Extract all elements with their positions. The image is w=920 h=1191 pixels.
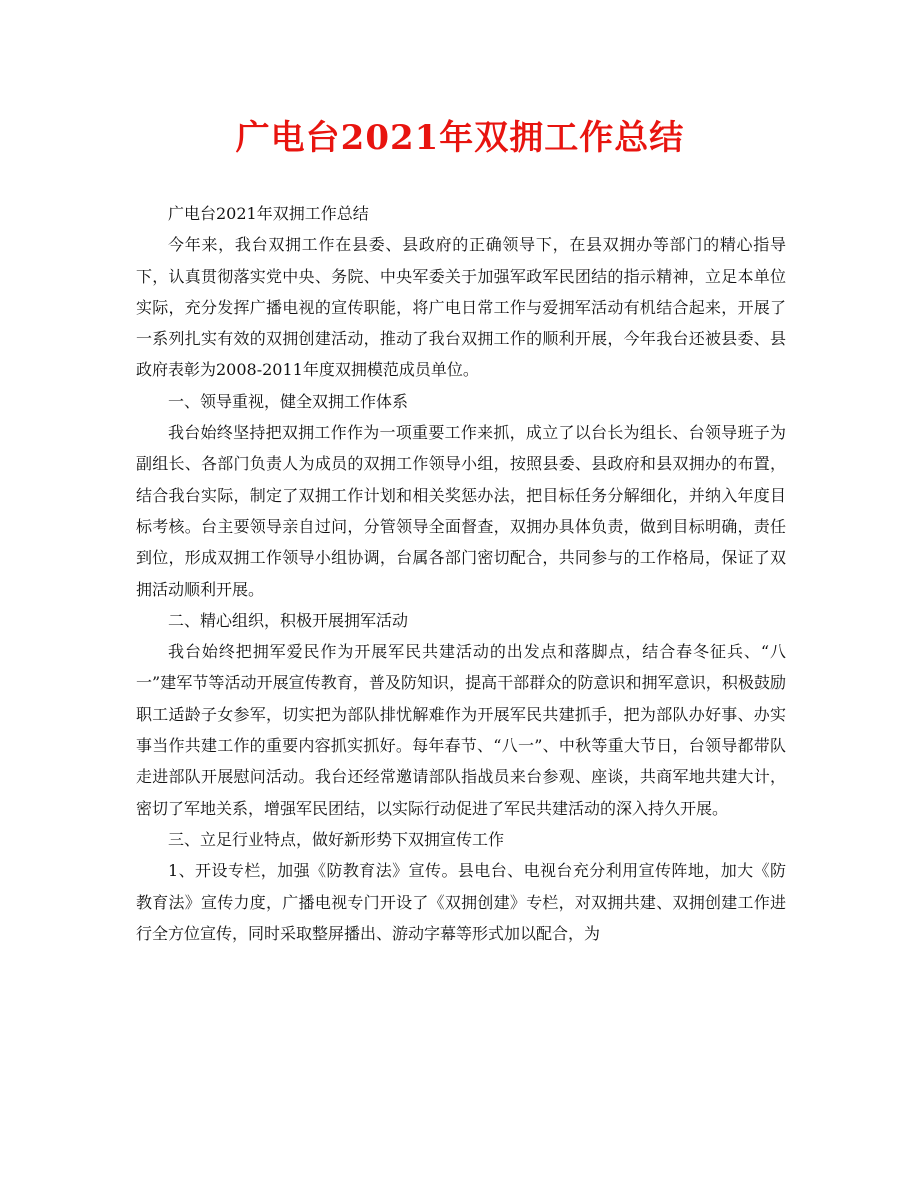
paragraph-heading-repeat: 广电台2021年双拥工作总结 bbox=[168, 204, 369, 223]
document-body bbox=[136, 198, 786, 949]
paragraph-intro: 今年来，我台双拥工作在县委、县政府的正确领导下，在县双拥办等部门的精心指导下，认真贯彻落实党中央、务院、中央军委关于加强军政军民团结的指示精神，立足本单位实际，充分发挥广播电视的宣传职能，将广电日常工作与爱拥军活动有机结合起来，开展了一系列扎实有效的双拥创建活动，推动了我台双拥工作的顺利开展，今年我台还被县委、县政府表彰为2008-2011年度双拥模范成员单位。 bbox=[136, 235, 786, 380]
paragraph-section-2: 我台始终把拥军爱民作为开展军民共建活动的出发点和落脚点，结合春冬征兵、“八一”建军节等活动开展宣传教育，普及防知识，提高干部群众的防意识和拥军意识，积极鼓励职工适龄子女参军，切实把为部队排忧解难作为开展军民共建抓手，把为部队办好事、办实事当作共建工作的重要内容抓实抓好。每年春节、“八一”、中秋等重大节日，台领导都带队走进部队开展慰问活动。我台还经常邀请部队指战员来台参观、座谈，共商军地共建大计，密切了军地关系，增强军民团结，以实际行动促进了军民共建活动的深入持久开展。 bbox=[136, 642, 786, 818]
section-heading-2: 二、精心组织，积极开展拥军活动 bbox=[168, 610, 409, 630]
document-title: 广电台2021年双拥工作总结 bbox=[235, 118, 685, 158]
section-heading-1: 一、领导重视，健全双拥工作体系 bbox=[168, 391, 409, 411]
paragraph-section-3-item-1: 1、开设专栏，加强《防教育法》宣传。县电台、电视台充分利用宣传阵地，加大《防教育法》宣传力度，广播电视专门开设了《双拥创建》专栏，对双拥共建、双拥创建工作进行全方位宣传，同时采取整屏播出、游动字幕等形式加以配合，为 bbox=[136, 861, 786, 943]
paragraph-section-1: 我台始终坚持把双拥工作作为一项重要工作来抓，成立了以台长为组长、台领导班子为副组长、各部门负责人为成员的双拥工作领导小组，按照县委、县政府和县双拥办的布置，结合我台实际，制定了双拥工作计划和相关奖惩办法，把目标任务分解细化，并纳入年度目标考核。台主要领导亲自过问，分管领导全面督查，双拥办具体负责，做到目标明确，责任到位，形成双拥工作领导小组协调，台属各部门密切配合，共同参与的工作格局，保证了双拥活动顺利开展。 bbox=[136, 423, 786, 599]
section-heading-3: 三、立足行业特点，做好新形势下双拥宣传工作 bbox=[168, 829, 505, 849]
